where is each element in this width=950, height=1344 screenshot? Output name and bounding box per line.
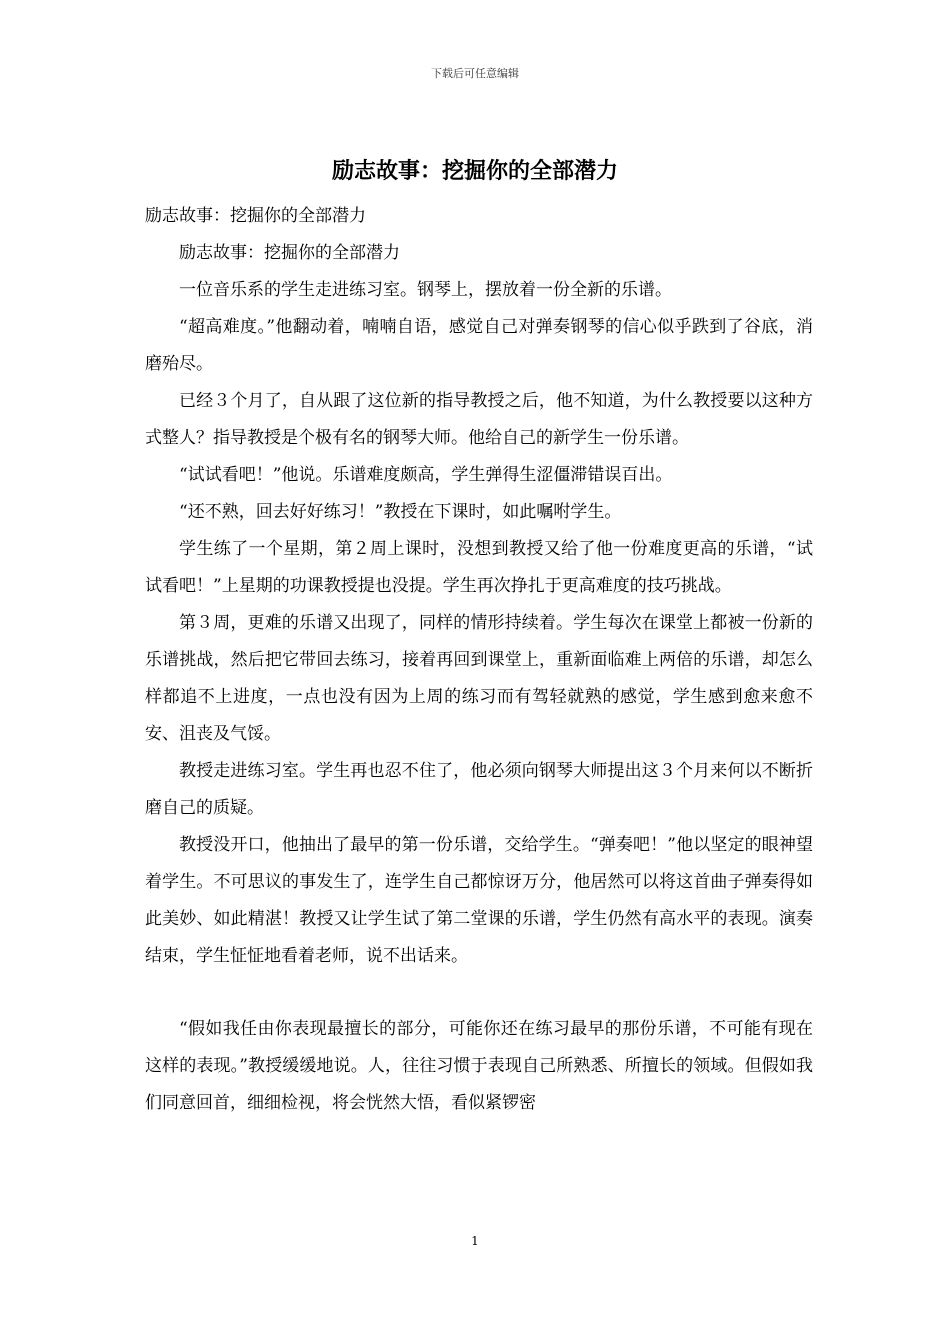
paragraph: 学生练了一个星期，第２周上课时，没想到教授又给了他一份难度更高的乐谱，“试试看吧！”上星期的功课教授提也没提。学生再次挣扎于更高难度的技巧挑战。 xyxy=(145,539,813,596)
paragraph: 已经３个月了，自从跟了这位新的指导教授之后，他不知道，为什么教授要以这种方式整人？指导教授是个极有名的钢琴大师。他给自己的新学生一份乐谱。 xyxy=(145,391,813,448)
page-header: 下载后可任意编辑 xyxy=(431,67,519,80)
paragraph: “还不熟，回去好好练习！”教授在下课时，如此嘱咐学生。 xyxy=(179,502,622,522)
document-title: 励志故事：挖掘你的全部潜力 xyxy=(331,158,618,184)
paragraph: “超高难度。”他翻动着，喃喃自语，感觉自己对弹奏钢琴的信心似乎跌到了谷底，消磨殆尽。 xyxy=(145,317,813,374)
paragraph: “假如我任由你表现最擅长的部分，可能你还在练习最早的那份乐谱，不可能有现在这样的表现。”教授缓缓地说。人，往往习惯于表现自己所熟悉、所擅长的领域。但假如我们同意回首，细细检视，将会恍然大悟，看似紧锣密 xyxy=(145,1019,813,1113)
paragraph: 第３周，更难的乐谱又出现了，同样的情形持续着。学生每次在课堂上都被一份新的乐谱挑战，然后把它带回去练习，接着再回到课堂上，重新面临难上两倍的乐谱，却怎么样都追不上进度，一点也没有因为上周的练习而有驾轻就熟的感觉，学生感到愈来愈不安、沮丧及气馁。 xyxy=(145,613,813,744)
paragraph: 教授走进练习室。学生再也忍不住了，他必须向钢琴大师提出这３个月来何以不断折磨自己的质疑。 xyxy=(145,761,813,818)
paragraph: 一位音乐系的学生走进练习室。钢琴上，摆放着一份全新的乐谱。 xyxy=(179,280,672,300)
paragraph-subtitle: 励志故事：挖掘你的全部潜力 xyxy=(145,206,366,226)
paragraph: 教授没开口，他抽出了最早的第一份乐谱，交给学生。“弹奏吧！”他以坚定的眼神望着学生。不可思议的事发生了，连学生自己都惊讶万分，他居然可以将这首曲子弹奏得如此美妙、如此精湛！教授又让学生试了第二堂课的乐谱，学生仍然有高水平的表现。演奏结束，学生怔怔地看着老师，说不出话来。 xyxy=(145,835,813,966)
document-body xyxy=(145,198,813,1122)
page-number: 1 xyxy=(471,1234,479,1248)
paragraph-repeat-title: 励志故事：挖掘你的全部潜力 xyxy=(179,243,400,263)
paragraph: “试试看吧！”他说。乐谱难度颇高，学生弹得生涩僵滞错误百出。 xyxy=(179,465,673,485)
